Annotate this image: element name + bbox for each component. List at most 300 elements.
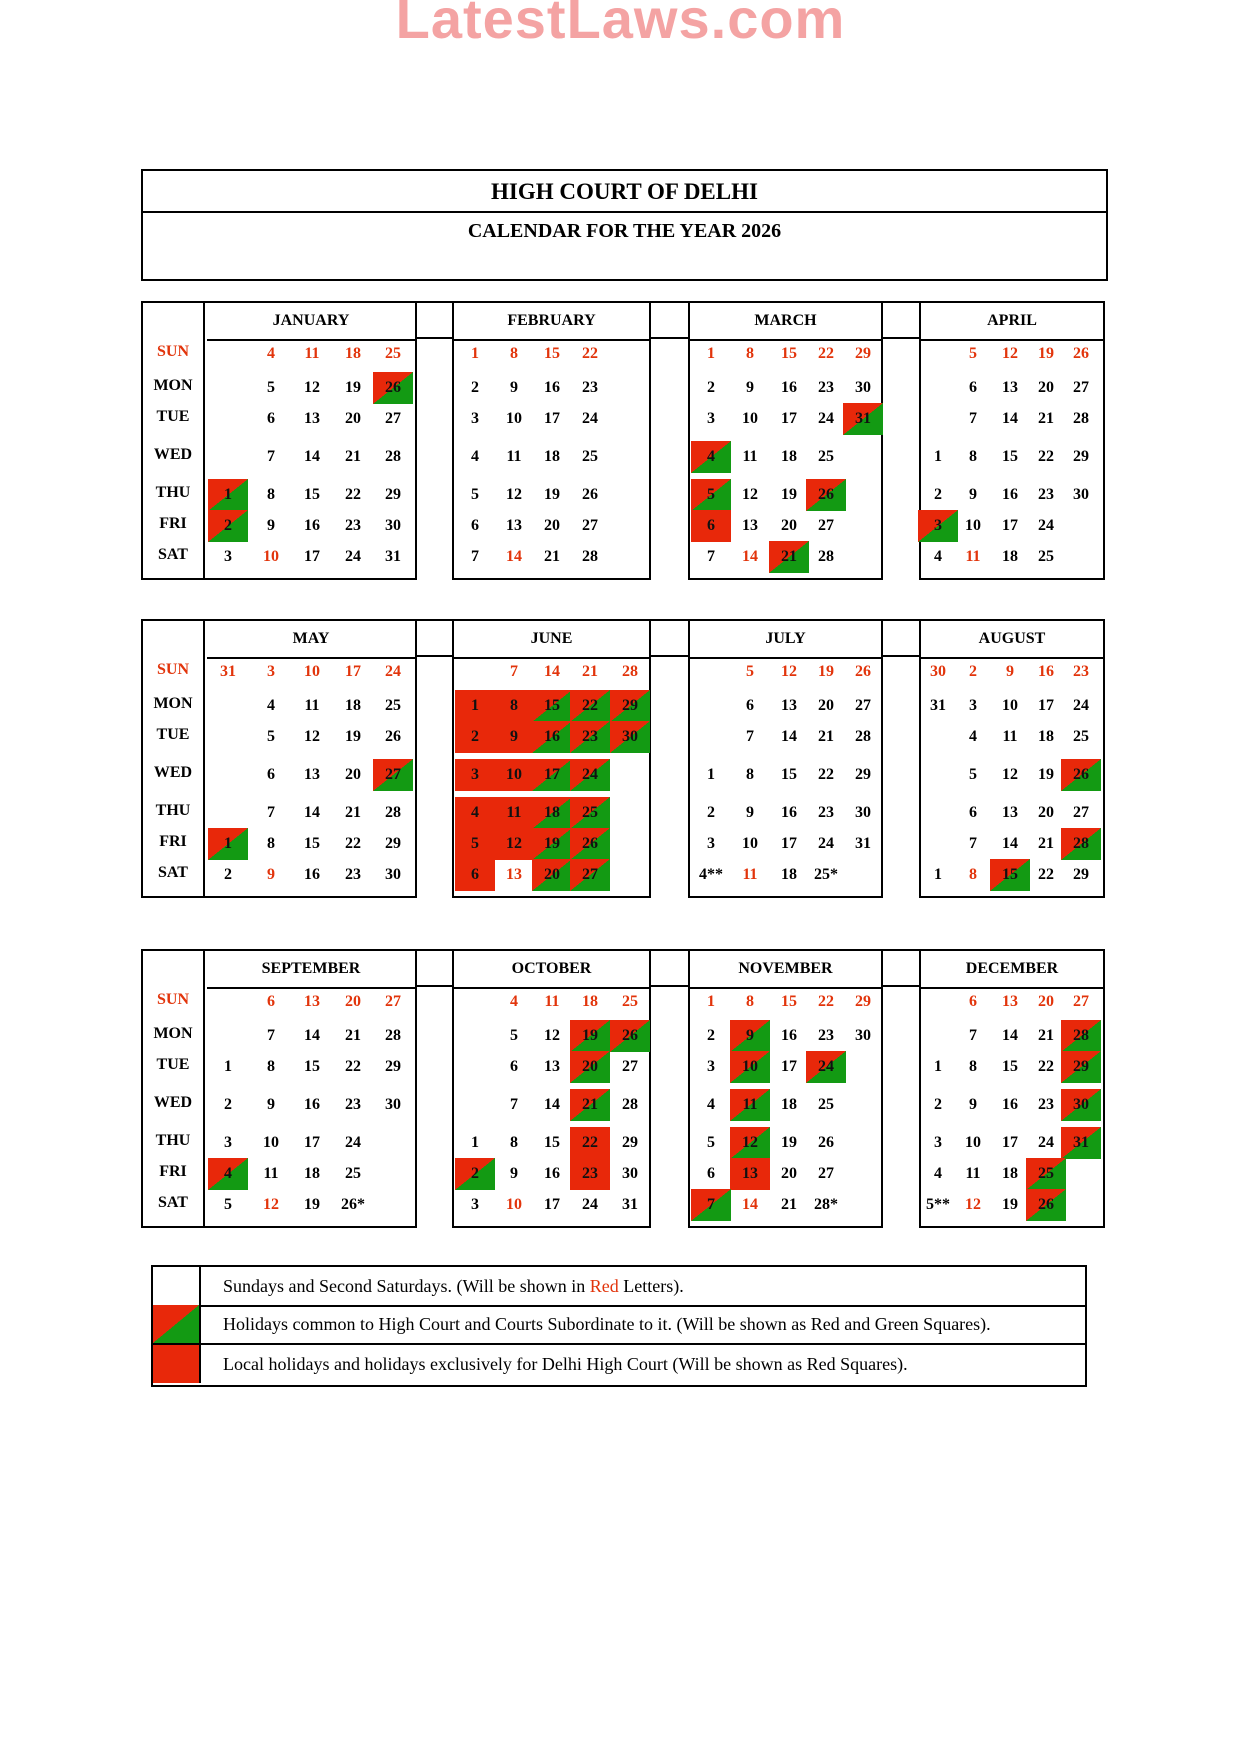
date-cell: 20 (570, 1051, 610, 1083)
month-name: MAY (207, 621, 415, 659)
date-cell: 14 (506, 548, 522, 565)
date-cell: 20 (1038, 993, 1054, 1010)
date-cell: 10 (965, 1134, 981, 1151)
title-box (141, 169, 1108, 281)
date-cell: 14 (1002, 835, 1018, 852)
date-cell: 11 (742, 866, 758, 883)
legend-swatch-plain (153, 1267, 201, 1305)
date-cell: 22 (818, 345, 834, 362)
date-cell: 5 (969, 345, 977, 362)
page-title: HIGH COURT OF DELHI (143, 171, 1106, 213)
date-cell: 15 (990, 859, 1030, 891)
date-cell: 10 (742, 835, 758, 852)
date-cell: 13 (544, 1058, 560, 1075)
date-cell: 12 (304, 379, 320, 396)
date-cell: 27 (855, 697, 871, 714)
date-cell: 16 (1002, 486, 1018, 503)
date-cell: 25 (818, 448, 834, 465)
date-cell: 27 (818, 1165, 834, 1182)
date-cell: 26 (385, 728, 401, 745)
date-cell: 27 (1073, 379, 1089, 396)
month-gap (649, 301, 690, 339)
date-cell: 27 (373, 759, 413, 791)
date-cell: 24 (385, 663, 401, 680)
date-cell: 5 (707, 1134, 715, 1151)
date-cell: 5 (267, 728, 275, 745)
date-cell: 23 (570, 1158, 610, 1190)
date-cell: 30 (855, 379, 871, 396)
date-cell: 19 (532, 828, 572, 860)
date-cell: 24 (818, 835, 834, 852)
date-cell: 16 (1002, 1096, 1018, 1113)
date-cell: 20 (544, 517, 560, 534)
date-cell: 22 (345, 1058, 361, 1075)
month-name: AUGUST (921, 621, 1103, 659)
date-cell: 9 (969, 486, 977, 503)
date-cell: 29 (855, 345, 871, 362)
date-cell: 17 (1038, 697, 1054, 714)
date-cell: 16 (532, 721, 572, 753)
weekday-label: FRI (159, 515, 187, 532)
date-cell: 30 (622, 1165, 638, 1182)
weekday-label: FRI (159, 833, 187, 850)
legend-row-sundays (153, 1267, 1085, 1307)
date-cell: 17 (532, 759, 572, 791)
month-gap (649, 619, 690, 657)
weekday-label: MON (153, 377, 193, 394)
date-cell: 2 (455, 721, 495, 753)
date-cell: 21 (781, 1196, 797, 1213)
date-cell: 25 (622, 993, 638, 1010)
date-cell: 30 (930, 663, 946, 680)
date-cell: 8 (969, 448, 977, 465)
date-cell: 29 (855, 766, 871, 783)
date-cell: 26 (373, 372, 413, 404)
date-cell: 7 (471, 548, 479, 565)
date-cell: 12 (544, 1027, 560, 1044)
date-cell: 19 (818, 663, 834, 680)
date-cell: 6 (471, 517, 479, 534)
date-cell: 30 (385, 866, 401, 883)
date-cell: 25 (1038, 548, 1054, 565)
date-cell: 17 (781, 410, 797, 427)
date-cell: 7 (969, 410, 977, 427)
date-cell: 18 (345, 697, 361, 714)
date-cell: 11 (1002, 728, 1018, 745)
date-cell: 21 (345, 448, 361, 465)
date-cell: 8 (510, 1134, 518, 1151)
date-cell: 13 (1002, 993, 1018, 1010)
date-cell: 14 (304, 1027, 320, 1044)
date-cell: 7 (691, 1189, 731, 1221)
date-cell: 20 (781, 517, 797, 534)
legend-text-local: Local holidays and holidays exclusively for Delhi High Court (Will be shown as Red Squares). (223, 1354, 908, 1374)
date-cell: 10 (1002, 697, 1018, 714)
date-cell: 23 (570, 721, 610, 753)
date-cell: 24 (1038, 1134, 1054, 1151)
date-cell: 1 (707, 345, 715, 362)
date-cell: 8 (267, 486, 275, 503)
date-cell: 4 (208, 1158, 248, 1190)
date-cell: 9 (730, 1020, 770, 1052)
date-cell: 26 (1061, 759, 1101, 791)
date-cell: 13 (781, 697, 797, 714)
date-cell: 22 (818, 993, 834, 1010)
date-cell: 27 (582, 517, 598, 534)
date-cell: 26 (818, 1134, 834, 1151)
date-cell: 5 (746, 663, 754, 680)
date-cell: 12 (965, 1196, 981, 1213)
date-cell: 6 (267, 993, 275, 1010)
date-cell: 2 (707, 1027, 715, 1044)
date-cell: 24 (345, 548, 361, 565)
date-cell: 6 (707, 1165, 715, 1182)
date-cell: 8 (969, 866, 977, 883)
date-cell: 22 (345, 486, 361, 503)
date-cell: 23 (818, 379, 834, 396)
date-cell: 25 (385, 345, 401, 362)
date-cell: 1 (471, 345, 479, 362)
date-cell: 18 (1038, 728, 1054, 745)
date-cell: 23 (818, 1027, 834, 1044)
date-cell: 4 (969, 728, 977, 745)
date-cell: 31 (930, 697, 946, 714)
month-gap (415, 949, 454, 987)
month-gap (881, 949, 921, 987)
date-cell: 6 (267, 766, 275, 783)
legend-swatch-red-green (153, 1305, 201, 1343)
weekday-label: SUN (156, 991, 189, 1008)
date-cell: 26 (1073, 345, 1089, 362)
date-cell: 3 (707, 410, 715, 427)
date-cell: 6 (510, 1058, 518, 1075)
weekday-label: MON (153, 695, 193, 712)
date-cell: 11 (263, 1165, 279, 1182)
date-cell: 11 (304, 345, 320, 362)
date-cell: 8 (267, 1058, 275, 1075)
date-cell: 15 (781, 345, 797, 362)
date-cell: 28* (814, 1196, 838, 1213)
date-cell: 1 (224, 1058, 232, 1075)
date-cell: 29 (622, 1134, 638, 1151)
date-cell: 23 (818, 804, 834, 821)
date-cell: 8 (746, 766, 754, 783)
date-cell: 6 (691, 510, 731, 542)
date-cell: 21 (1038, 1027, 1054, 1044)
date-cell: 31 (1061, 1127, 1101, 1159)
date-cell: 12 (1002, 766, 1018, 783)
date-cell: 3 (707, 835, 715, 852)
date-cell: 10 (506, 410, 522, 427)
date-cell: 10 (304, 663, 320, 680)
legend-text-common: Holidays common to High Court and Courts Subordinate to it. (Will be shown as Red and Green Squares). (223, 1314, 991, 1334)
date-cell: 17 (781, 835, 797, 852)
weekday-label: FRI (159, 1163, 187, 1180)
month-gap (881, 301, 921, 339)
date-cell: 21 (582, 663, 598, 680)
date-cell: 12 (781, 663, 797, 680)
date-cell: 25 (345, 1165, 361, 1182)
date-cell: 19 (1038, 345, 1054, 362)
date-cell: 5 (691, 479, 731, 511)
date-cell: 31 (385, 548, 401, 565)
date-cell: 22 (345, 835, 361, 852)
date-cell: 7 (969, 835, 977, 852)
date-cell: 4 (471, 448, 479, 465)
calendar (141, 169, 1108, 1374)
date-cell: 28 (1061, 828, 1101, 860)
date-cell: 5 (224, 1196, 232, 1213)
date-cell: 14 (1002, 410, 1018, 427)
date-cell: 19 (1038, 766, 1054, 783)
date-cell: 1 (208, 828, 248, 860)
date-cell: 13 (304, 766, 320, 783)
date-cell: 24 (1073, 697, 1089, 714)
date-cell: 3 (471, 1196, 479, 1213)
date-cell: 17 (1002, 517, 1018, 534)
date-cell: 19 (570, 1020, 610, 1052)
date-cell: 11 (965, 548, 981, 565)
date-cell: 1 (455, 690, 495, 722)
month-gap (415, 619, 454, 657)
date-cell: 6 (267, 410, 275, 427)
date-cell: 23 (582, 379, 598, 396)
date-cell: 13 (506, 517, 522, 534)
date-cell: 29 (610, 690, 650, 722)
date-cell: 16 (544, 1165, 560, 1182)
month-gap (881, 619, 921, 657)
page-subtitle: CALENDAR FOR THE YEAR 2026 (467, 220, 782, 242)
date-cell: 18 (1002, 548, 1018, 565)
date-cell: 18 (532, 797, 572, 829)
date-cell: 20 (345, 766, 361, 783)
date-cell: 23 (345, 1096, 361, 1113)
date-cell: 8 (969, 1058, 977, 1075)
date-cell: 29 (385, 486, 401, 503)
date-cell: 21 (570, 1089, 610, 1121)
date-cell: 21 (345, 1027, 361, 1044)
date-cell: 5** (926, 1196, 950, 1213)
weekday-label: SAT (158, 1194, 188, 1211)
date-cell: 4 (267, 697, 275, 714)
date-cell: 7 (510, 663, 518, 680)
date-cell: 17 (544, 1196, 560, 1213)
date-cell: 1 (934, 1058, 942, 1075)
date-cell: 25 (818, 1096, 834, 1113)
month-name: JANUARY (207, 303, 415, 341)
month-gap (415, 301, 454, 339)
date-cell: 6 (455, 859, 495, 891)
date-cell: 18 (304, 1165, 320, 1182)
date-cell: 30 (385, 1096, 401, 1113)
weekday-label: WED (153, 764, 193, 781)
date-cell: 7 (510, 1096, 518, 1113)
date-cell: 24 (818, 410, 834, 427)
date-cell: 10 (742, 410, 758, 427)
date-cell: 6 (969, 804, 977, 821)
date-cell: 17 (304, 1134, 320, 1151)
date-cell: 19 (345, 379, 361, 396)
date-cell: 28 (622, 1096, 638, 1113)
date-cell: 12 (506, 486, 522, 503)
date-cell: 21 (1038, 410, 1054, 427)
date-cell: 11 (544, 993, 560, 1010)
date-cell: 12 (304, 728, 320, 745)
date-cell: 23 (1073, 663, 1089, 680)
date-cell: 16 (304, 517, 320, 534)
date-cell: 9 (746, 379, 754, 396)
date-cell: 6 (969, 379, 977, 396)
date-cell: 4 (267, 345, 275, 362)
date-cell: 9 (494, 721, 534, 753)
date-cell: 7 (707, 548, 715, 565)
date-cell: 14 (304, 448, 320, 465)
date-cell: 18 (582, 993, 598, 1010)
weekday-label: TUE (156, 408, 190, 425)
weekday-label: TUE (156, 726, 190, 743)
date-cell: 12 (263, 1196, 279, 1213)
date-cell: 4 (934, 548, 942, 565)
date-cell: 11 (965, 1165, 981, 1182)
date-cell: 10 (263, 1134, 279, 1151)
date-cell: 2 (455, 1158, 495, 1190)
date-cell: 7 (267, 1027, 275, 1044)
date-cell: 31 (220, 663, 236, 680)
date-cell: 3 (707, 1058, 715, 1075)
date-cell: 19 (1002, 1196, 1018, 1213)
date-cell: 6 (746, 697, 754, 714)
date-cell: 28 (818, 548, 834, 565)
date-cell: 7 (267, 448, 275, 465)
date-cell: 8 (267, 835, 275, 852)
weekday-label: SUN (156, 343, 189, 360)
date-cell: 1 (707, 993, 715, 1010)
month-name: DECEMBER (921, 951, 1103, 989)
date-cell: 5 (455, 828, 495, 860)
date-cell: 3 (455, 759, 495, 791)
date-cell: 15 (781, 993, 797, 1010)
date-cell: 12 (494, 828, 534, 860)
month-name: JULY (690, 621, 881, 659)
date-cell: 13 (1002, 379, 1018, 396)
date-cell: 31 (843, 403, 883, 435)
date-cell: 23 (1038, 1096, 1054, 1113)
date-cell: 29 (385, 1058, 401, 1075)
date-cell: 30 (385, 517, 401, 534)
date-cell: 9 (267, 517, 275, 534)
date-cell: 15 (532, 690, 572, 722)
date-cell: 19 (304, 1196, 320, 1213)
date-cell: 14 (544, 1096, 560, 1113)
date-cell: 12 (1002, 345, 1018, 362)
date-cell: 28 (622, 663, 638, 680)
weekday-label: MON (153, 1025, 193, 1042)
date-cell: 25 (385, 697, 401, 714)
date-cell: 17 (781, 1058, 797, 1075)
date-cell: 7 (746, 728, 754, 745)
date-cell: 13 (742, 517, 758, 534)
date-cell: 29 (385, 835, 401, 852)
date-cell: 18 (781, 1096, 797, 1113)
date-cell: 24 (582, 1196, 598, 1213)
weekday-label: TUE (156, 1056, 190, 1073)
date-cell: 8 (746, 993, 754, 1010)
date-cell: 24 (1038, 517, 1054, 534)
date-cell: 16 (781, 379, 797, 396)
date-cell: 27 (622, 1058, 638, 1075)
date-cell: 3 (934, 1134, 942, 1151)
date-cell: 8 (746, 345, 754, 362)
date-cell: 22 (1038, 1058, 1054, 1075)
date-cell: 17 (1002, 1134, 1018, 1151)
date-cell: 18 (781, 448, 797, 465)
date-cell: 29 (855, 993, 871, 1010)
date-cell: 21 (769, 541, 809, 573)
date-cell: 22 (1038, 866, 1054, 883)
date-cell: 10 (506, 1196, 522, 1213)
date-cell: 4 (691, 441, 731, 473)
legend-row-common (153, 1305, 1085, 1345)
date-cell: 12 (742, 486, 758, 503)
date-cell: 16 (544, 379, 560, 396)
date-cell: 4 (707, 1096, 715, 1113)
date-cell: 15 (304, 1058, 320, 1075)
date-cell: 18 (345, 345, 361, 362)
date-cell: 25 (1026, 1158, 1066, 1190)
date-cell: 24 (806, 1051, 846, 1083)
date-cell: 19 (345, 728, 361, 745)
date-cell: 28 (1061, 1020, 1101, 1052)
date-cell: 5 (969, 766, 977, 783)
date-cell: 5 (471, 486, 479, 503)
month-gap (649, 949, 690, 987)
date-cell: 21 (345, 804, 361, 821)
date-cell: 4 (455, 797, 495, 829)
date-cell: 26 (610, 1020, 650, 1052)
weekday-label: THU (155, 484, 191, 501)
date-cell: 30 (610, 721, 650, 753)
date-cell: 16 (304, 866, 320, 883)
date-cell: 3 (471, 410, 479, 427)
date-cell: 3 (224, 1134, 232, 1151)
weekday-label: THU (155, 1132, 191, 1149)
date-cell: 16 (781, 1027, 797, 1044)
weekday-label: SUN (156, 661, 189, 678)
date-cell: 30 (855, 804, 871, 821)
date-cell: 26 (1026, 1189, 1066, 1221)
watermark: LatestLaws.com (395, 0, 846, 50)
date-cell: 17 (304, 548, 320, 565)
date-cell: 14 (1002, 1027, 1018, 1044)
month-name: FEBRUARY (454, 303, 649, 341)
date-cell: 6 (969, 993, 977, 1010)
month-name: APRIL (921, 303, 1103, 341)
month-name: JUNE (454, 621, 649, 659)
date-cell: 21 (544, 548, 560, 565)
date-cell: 11 (742, 448, 758, 465)
date-cell: 29 (1073, 448, 1089, 465)
date-cell: 21 (1038, 835, 1054, 852)
date-cell: 11 (494, 797, 534, 829)
date-cell: 22 (818, 766, 834, 783)
date-cell: 23 (345, 866, 361, 883)
date-cell: 14 (544, 663, 560, 680)
date-cell: 18 (781, 866, 797, 883)
date-cell: 27 (1073, 993, 1089, 1010)
date-cell: 2 (707, 804, 715, 821)
date-cell: 15 (544, 345, 560, 362)
date-cell: 9 (510, 1165, 518, 1182)
